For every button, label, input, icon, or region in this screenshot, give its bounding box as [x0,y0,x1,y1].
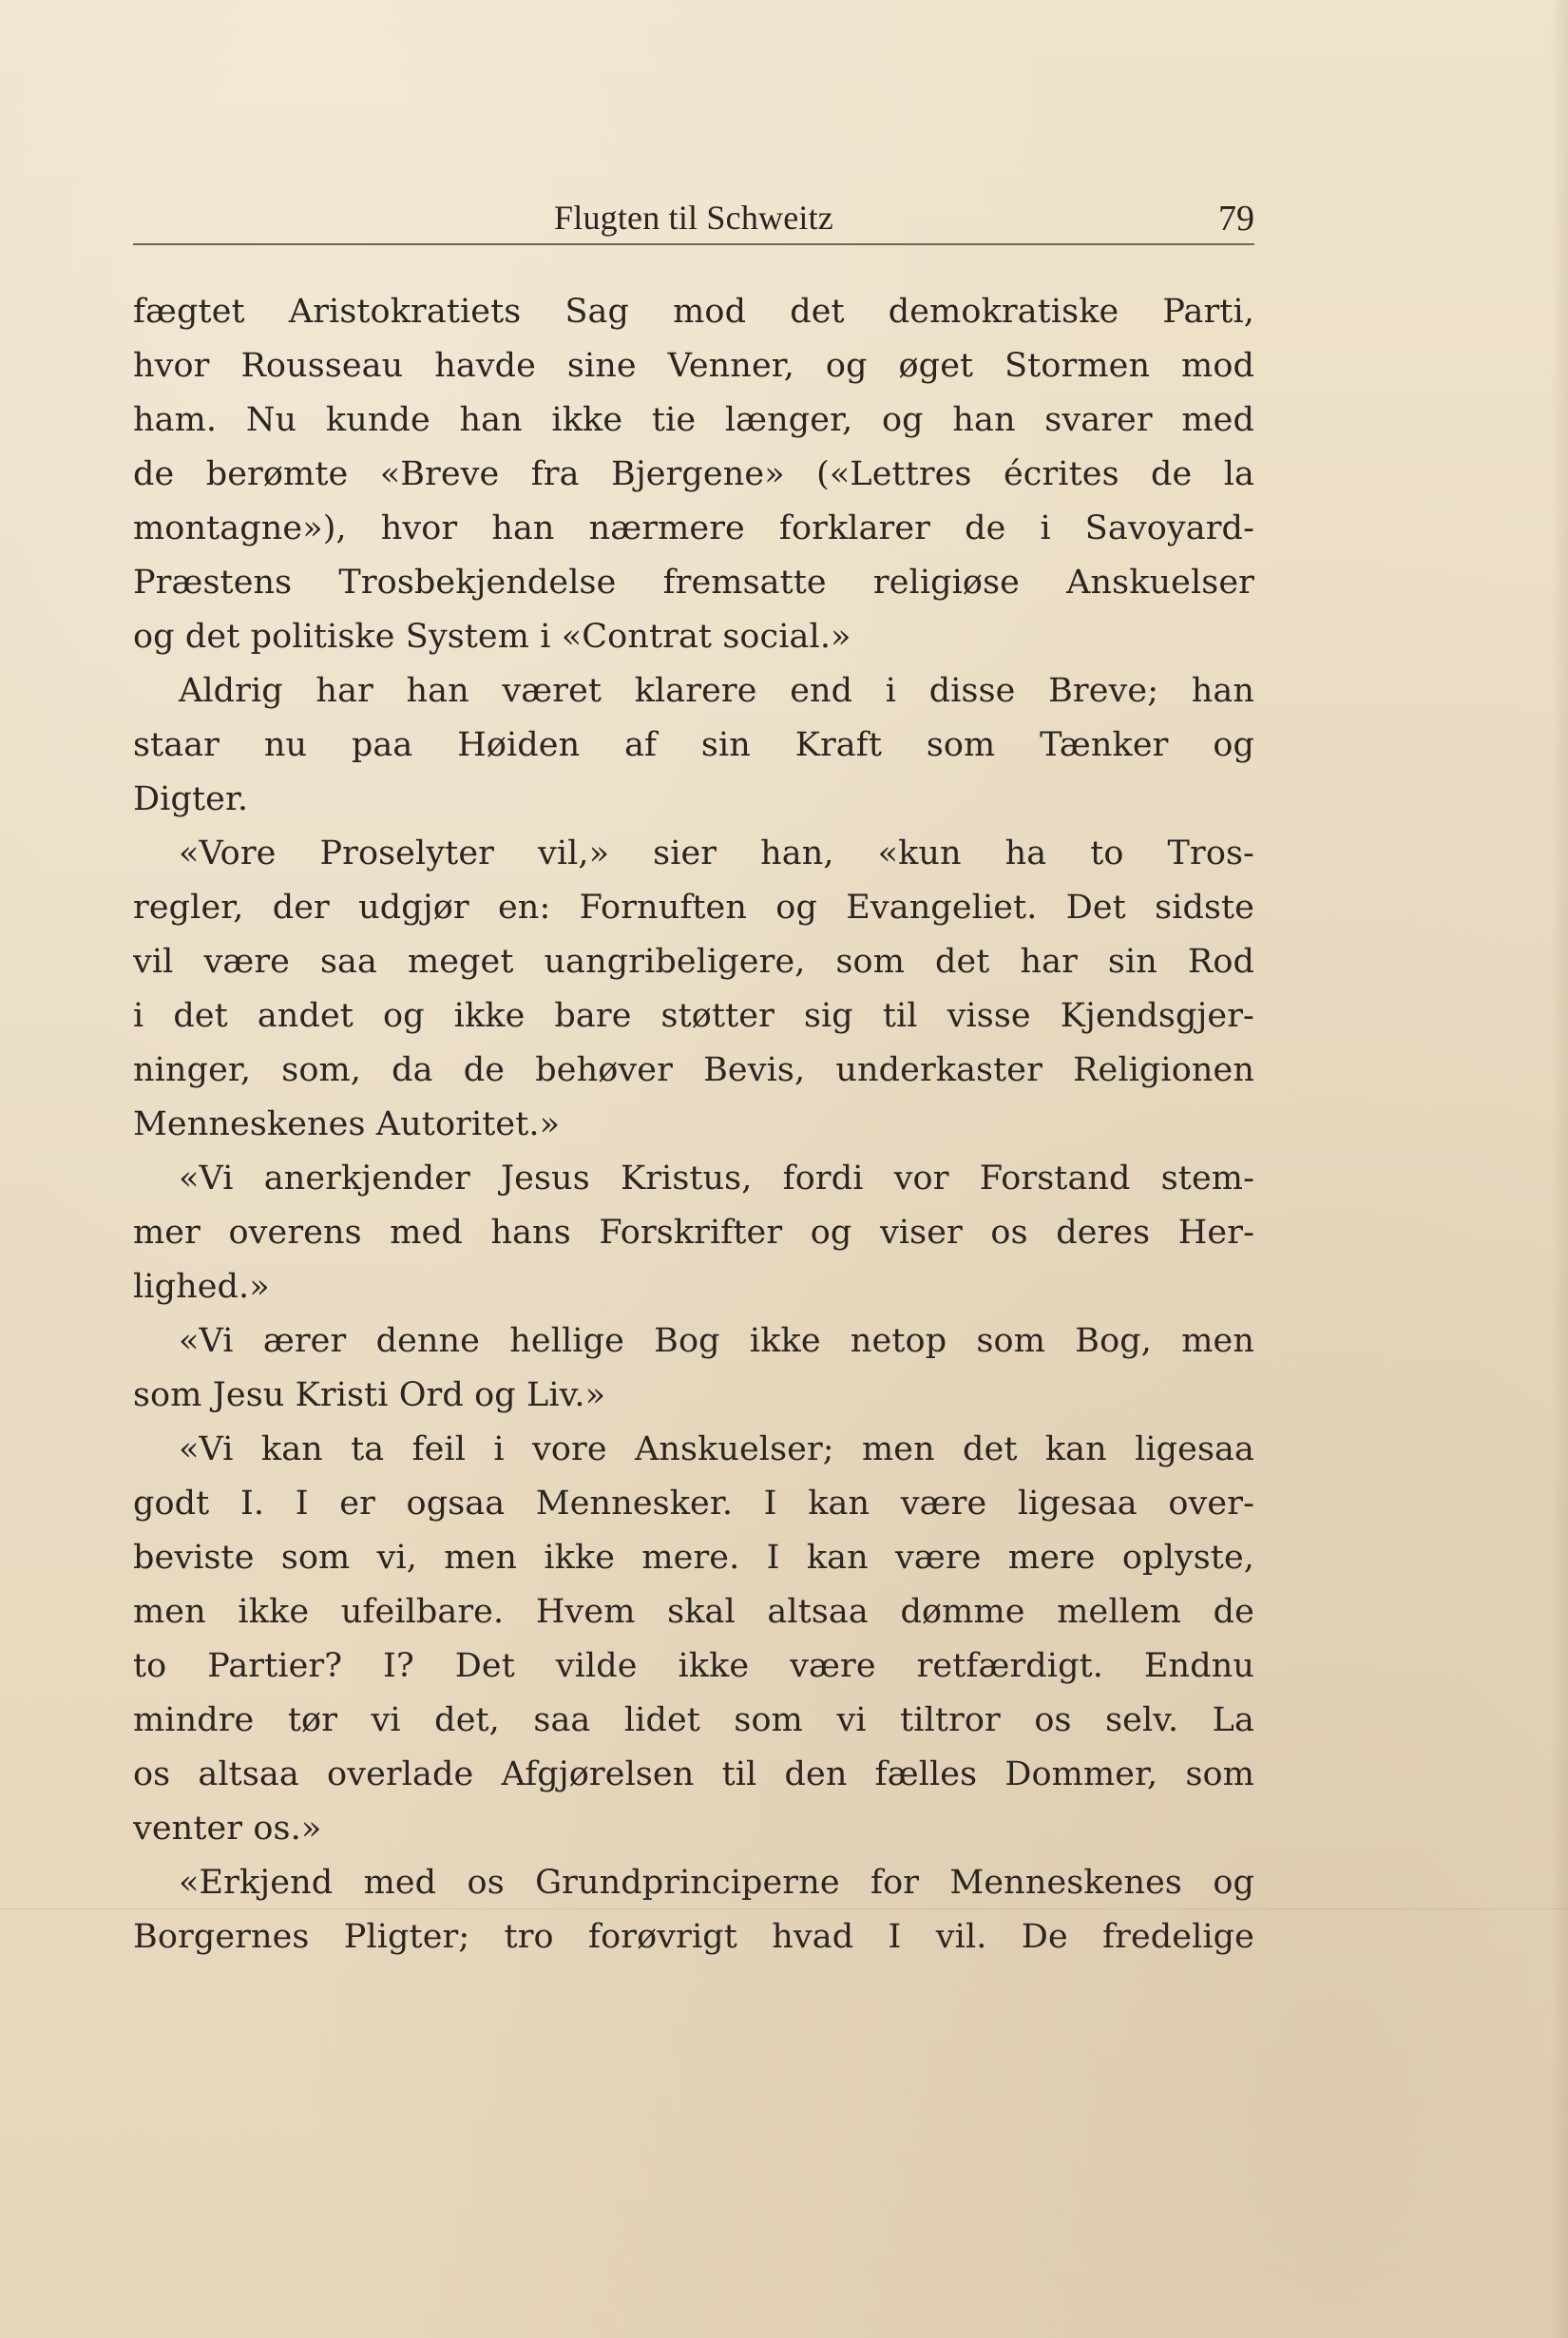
text-line: i det andet og ikke bare støtter sig til visse Kjendsgjer- [133,997,1254,1035]
text-line: og det politiske System i «Contrat social.» [133,618,851,656]
text-line: montagne»), hvor han nærmere forklarer de i Savoyard- [133,509,1254,547]
text-line: regler, der udgjør en: Fornuften og Evangeliet. Det sidste [133,889,1254,927]
text-line: beviste som vi, men ikke mere. I kan være mere oplyste, [133,1539,1254,1577]
text-line: fægtet Aristokratiets Sag mod det demokratiske Parti, [133,293,1254,331]
text-line: som Jesu Kristi Ord og Liv.» [133,1376,606,1414]
page-edge-shadow [1551,0,1568,2338]
page-header [133,188,1254,247]
text-line: ninger, som, da de behøver Bevis, underkaster Religionen [133,1051,1254,1089]
text-line: mindre tør vi det, saa lidet som vi tiltror os selv. La [133,1701,1254,1739]
text-line: «Erkjend med os Grundprinciperne for Menneskenes og [179,1864,1254,1902]
text-line: os altsaa overlade Afgjørelsen til den fælles Dommer, som [133,1755,1254,1793]
text-line: Borgernes Pligter; tro forøvrigt hvad I vil. De fredelige [133,1918,1254,1956]
text-line: mer overens med hans Forskrifter og viser os deres Her- [133,1214,1254,1252]
text-line: «Vi anerkjender Jesus Kristus, fordi vor Forstand stem- [179,1159,1254,1198]
text-line: «Vore Proselyter vil,» sier han, «kun ha to Tros- [179,834,1254,872]
text-line: vil være saa meget uangribeligere, som det har sin Rod [133,943,1254,981]
body-text [133,285,1254,1964]
page-number: 79 [1218,199,1254,239]
text-line: hvor Rousseau havde sine Venner, og øget Stormen mod [133,347,1254,385]
text-line: godt I. I er ogsaa Mennesker. I kan være ligesaa over- [133,1485,1254,1523]
text-line: Præstens Trosbekjendelse fremsatte religiøse Anskuelser [133,564,1254,602]
text-line: Menneskenes Autoritet.» [133,1105,561,1143]
text-line: de berømte «Breve fra Bjergene» («Lettres écrites de la [133,455,1254,493]
text-line: «Vi ærer denne hellige Bog ikke netop som Bog, men [179,1322,1254,1360]
text-line: Digter. [133,780,249,818]
text-line: «Vi kan ta feil i vore Anskuelser; men det kan ligesaa [179,1430,1254,1468]
text-line: Aldrig har han været klarere end i disse Breve; han [179,672,1254,710]
running-title: Flugten til Schweitz [554,199,833,237]
text-line: venter os.» [133,1810,322,1848]
text-line: men ikke ufeilbare. Hvem skal altsaa dømme mellem de [133,1593,1254,1631]
header-rule [133,243,1254,245]
text-line: lighed.» [133,1268,270,1306]
text-line: ham. Nu kunde han ikke tie længer, og han svarer med [133,401,1254,439]
paper-crease [0,1908,1568,1909]
text-line: to Partier? I? Det vilde ikke være retfærdigt. Endnu [133,1647,1254,1685]
text-line: staar nu paa Høiden af sin Kraft som Tænker og [133,726,1254,764]
